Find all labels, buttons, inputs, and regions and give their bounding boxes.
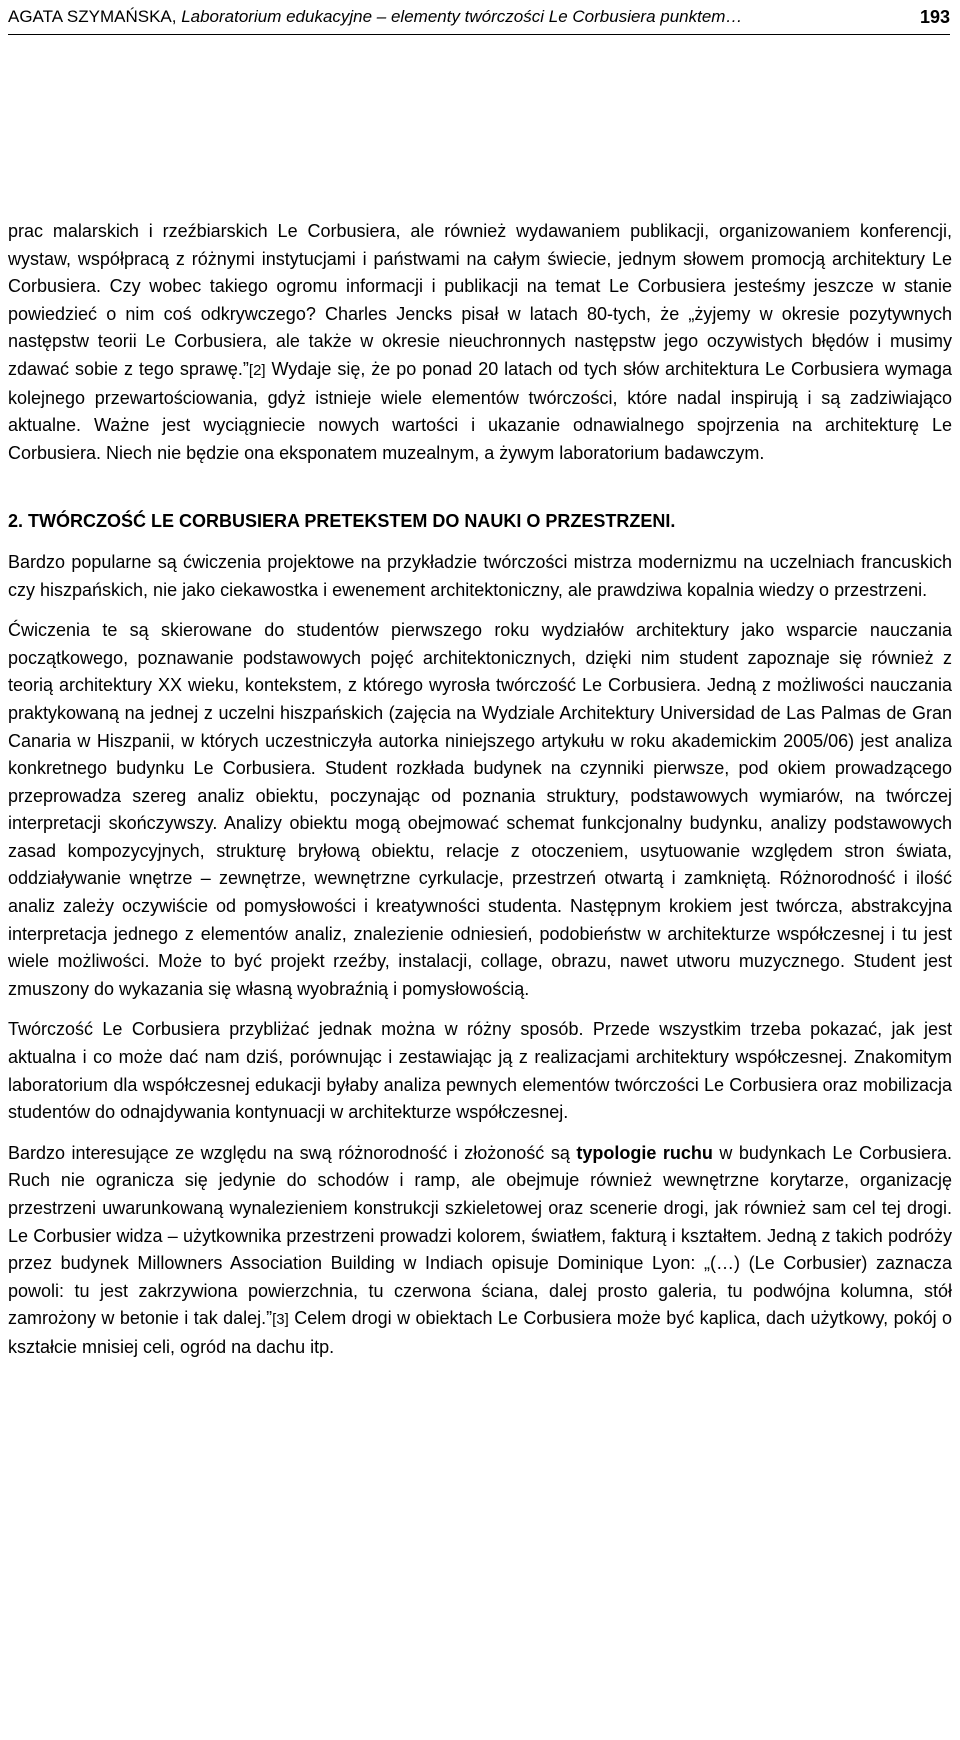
header-title: AGATA SZYMAŃSKA, Laboratorium edukacyjne – elementy twórczości Le Corbusiera punktem… (8, 7, 743, 26)
section-heading: 2. TWÓRCZOŚĆ LE CORBUSIERA PRETEKSTEM DO NAUKI O PRZESTRZENI. (8, 511, 676, 532)
reference-link[interactable]: [3] (272, 1311, 289, 1329)
paragraph: Twórczość Le Corbusiera przybliżać jednak można w różny sposób. Przede wszystkim trzeba pokazać, jak jest aktualna i co może dać nam dziś, porównując i zestawiając ją z realizacjami architektury współczesnej. Znakomitym laboratorium dla współczesnej edukacji byłaby analiza pewnych elementów twórczości Le Corbusiera oraz mobilizacja studentów do odnajdywania kontynuacji w architekturze współczesnej. (8, 1019, 952, 1123)
article-body (8, 218, 952, 1362)
paragraph: Bardzo popularne są ćwiczenia projektowe na przykładzie twórczości mistrza modernizmu na uczelniach francuskich czy hiszpańskich, nie jako ciekawostka i ewenement architektoniczny, ale prawdziwa kopalnia wiedzy o przestrzeni. (8, 551, 952, 600)
paragraph-text: Bardzo interesujące ze względu na swą różnorodność i złożoność są (8, 1142, 577, 1163)
paragraph-text: Wydaje się, że po ponad 20 latach od tych słów architektura Le Corbusiera wymaga kolejnego przewartościowania, gdyż istnieje wiele elementów twórczości, które nadal inspirują i są zadziwiająco aktualne. Ważne jest wyciągniecie nowych wartości i ukazanie odnawialnego spojrzenia na architekturę Le Corbusiera. Niech nie będzie ona eksponatem muzealnym, a żywym laboratorium badawczym. (8, 358, 953, 463)
page-number: 193 (919, 7, 950, 27)
reference-link[interactable]: [2] (248, 361, 266, 379)
paragraph-continuation (8, 218, 952, 467)
paragraph-text: prac malarskich i rzeźbiarskich Le Corbusiera, ale również wydawaniem publikacji, organizowaniem konferencji, wystaw, współpracą z różnymi instytucjami i państwami na całym świecie, jednym słowem promocją architektury Le Corbusiera. Czy wobec takiego ogromu informacji i publikacji na temat Le Corbusiera jesteśmy jeszcze w stanie powiedzieć o nim coś odkrywczego? Charles Jencks pisał w latach 80-tych, że „żyjemy w okresie pozytywnych następstw teorii Le Corbusiera, ale także w okresie nieuchronnych następstw jego oczywistych błędów i musimy zdawać sobie z tego sprawę.” (8, 221, 952, 379)
paragraph: Ćwiczenia te są skierowane do studentów pierwszego roku wydziałów architektury jako wsparcie nauczania początkowego, poznawanie podstawowych pojęć architektonicznych, dzięki nim student zapoznaje się również z teorią architektury XX wieku, kontekstem, z którego wyrosła twórczość Le Corbusiera. Jedną z możliwości nauczania praktykowaną na jednej z uczelni hiszpańskich (zajęcia na Wydziale Architektury Universidad de Las Palmas de Gran Canaria w Hiszpanii, w których uczestniczyła autorka niniejszego artykułu w roku akademickim 2005/06) jest analiza konkretnego budynku Le Corbusiera. Student rozkłada budynek na czynniki pierwsze, pod okiem prowadzącego przeprowadza szereg analiz obiektu, poczynając od poznania struktury, podstawowych wymiarów, na twórczej interpretacji skończywszy. Analizy obiektu mogą obejmować schemat funkcjonalny budynku, analizy podstawowych zasad kompozycyjnych, strukturę bryłową obiektu, relacje z otoczeniem, usytuowanie względem stron świata, oddziaływanie wnętrze – zewnętrze, wewnętrzne cyrkulacje, przestrzeń otwartą i zamkniętą. Różnorodność i ilość analiz zależy oczywiście od pomysłowości i kreatywności studenta. Następnym krokiem jest twórcza, abstrakcyjna interpretacja jednego z elementów analiz, znalezienie odniesień, podobieństw w architekturze współczesnej i tu jest wiele możliwości. Może to być projekt rzeźby, instalacji, collage, obrazu, nawet utworu muzycznego. Student jest zmuszony do wykazania się własną wyobraźnią i pomysłowością. (8, 620, 952, 999)
paragraph-text: Celem drogi w obiektach Le Corbusiera może być kaplica, dach użytkowy, pokój o kształcie mnisiej celi, ogród na dachu itp. (8, 1308, 953, 1357)
running-header (8, 4, 950, 35)
paragraph (8, 1140, 952, 1362)
paragraph-text: w budynkach Le Corbusiera. Ruch nie ogranicza się jedynie do schodów i ramp, ale obejmuje również wewnętrzne korytarze, organizację przestrzeni uwarunkowaną wynalezieniem konstrukcji szkieletowej oraz scenerie drogi, jak również sam cel tej drogi. Le Corbusier widza – użytkownika przestrzeni prowadzi kolorem, światłem, fakturą i kształtem. Jedną z takich podróży przez budynek Millowners Association Building w Indiach opisuje Dominique Lyon: „(…) (Le Corbusier) zaznacza powoli: tu jest zakrzywiona powierzchnia, tu czerwona ściana, dalej prosto galeria, tu podwójna kolumna, stół zamrożony w betonie i tak dalej.” (8, 1142, 953, 1329)
emphasized-term: typologie ruchu (576, 1142, 713, 1163)
